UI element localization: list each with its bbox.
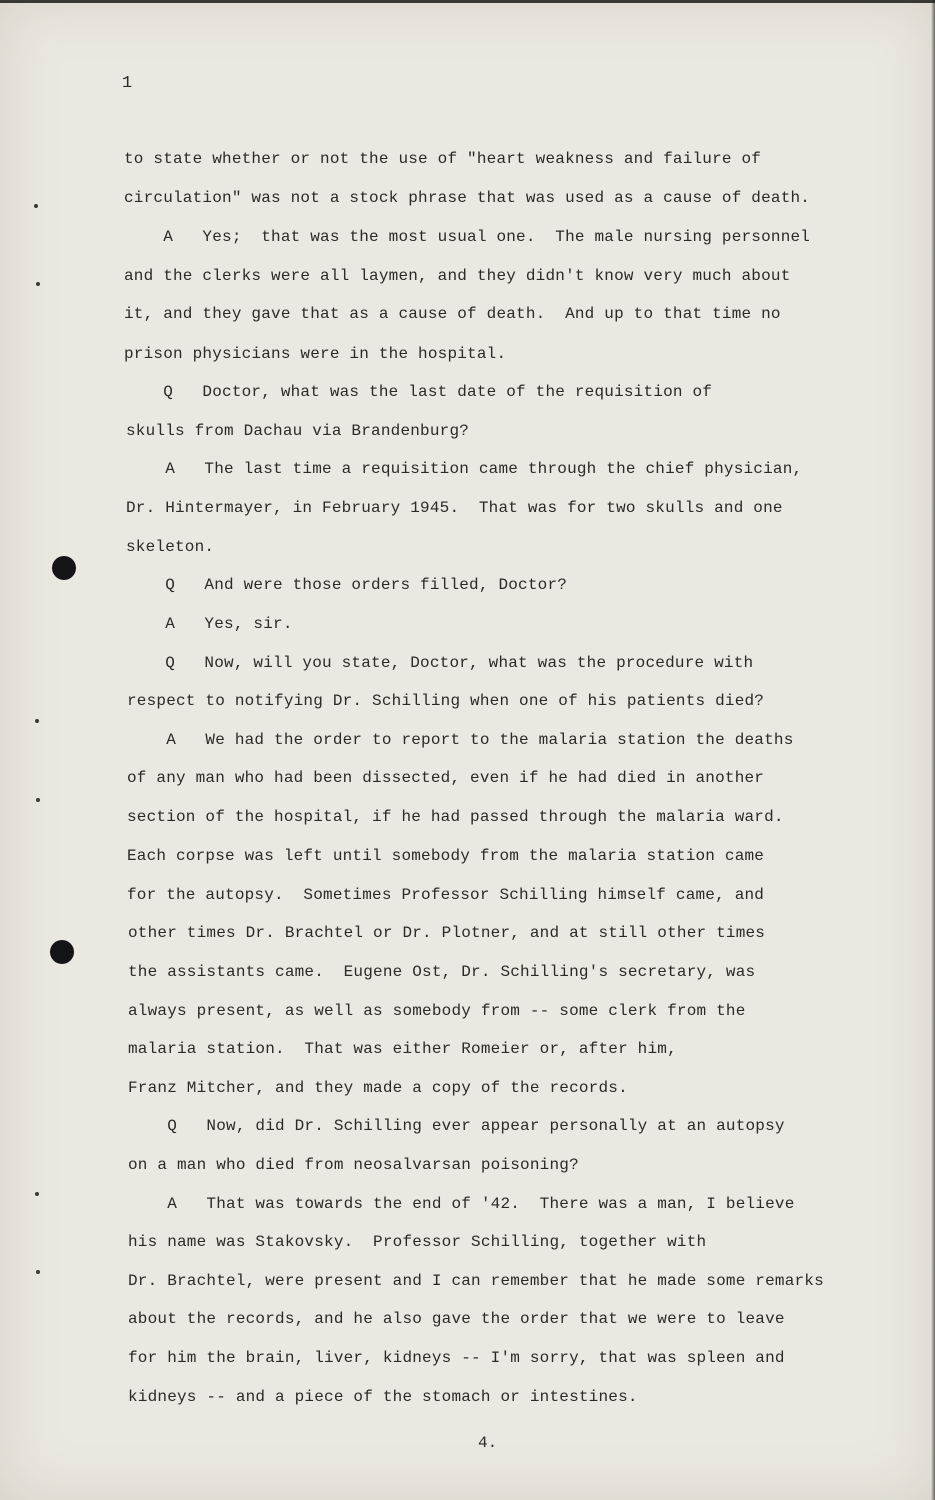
page-top-edge <box>0 0 935 3</box>
text-line: A That was towards the end of '42. There was a man, I believe <box>128 1195 795 1213</box>
page-right-edge <box>931 0 935 1500</box>
text-line: Franz Mitcher, and they made a copy of the records. <box>128 1079 628 1097</box>
margin-mark <box>35 719 39 723</box>
text-line: Dr. Brachtel, were present and I can remember that he made some remarks <box>128 1272 824 1290</box>
text-line: it, and they gave that as a cause of death. And up to that time no <box>124 305 781 323</box>
punch-hole-upper <box>52 556 76 580</box>
text-line: of any man who had been dissected, even if he had died in another <box>127 769 765 787</box>
text-line: respect to notifying Dr. Schilling when one of his patients died? <box>127 692 765 710</box>
text-line: malaria station. That was either Romeier or, after him, <box>128 1040 677 1058</box>
text-line: the assistants came. Eugene Ost, Dr. Schilling's secretary, was <box>128 963 756 981</box>
text-line: on a man who died from neosalvarsan poisoning? <box>128 1156 579 1174</box>
text-line: Q Now, did Dr. Schilling ever appear personally at an autopsy <box>128 1117 785 1135</box>
text-line: Q Doctor, what was the last date of the requisition of <box>124 383 713 401</box>
text-line: section of the hospital, if he had passed through the malaria ward. <box>127 808 784 826</box>
margin-mark <box>36 798 40 802</box>
text-line: for him the brain, liver, kidneys -- I'm sorry, that was spleen and <box>128 1349 785 1367</box>
text-line: for the autopsy. Sometimes Professor Schilling himself came, and <box>127 886 765 904</box>
text-line: and the clerks were all laymen, and they didn't know very much about <box>124 267 791 285</box>
text-line: A Yes, sir. <box>126 615 293 633</box>
text-line: Dr. Hintermayer, in February 1945. That was for two skulls and one <box>126 499 783 517</box>
punch-hole-lower <box>50 940 74 964</box>
text-line: Q And were those orders filled, Doctor? <box>126 576 568 594</box>
text-line: his name was Stakovsky. Professor Schilling, together with <box>128 1233 707 1251</box>
margin-mark <box>36 282 40 286</box>
page-number-bottom: 4. <box>478 1434 498 1452</box>
text-line: A The last time a requisition came through the chief physician, <box>126 460 803 478</box>
text-line: other times Dr. Brachtel or Dr. Plotner, and at still other times <box>128 924 766 942</box>
text-line: skeleton. <box>126 538 215 556</box>
text-line: circulation" was not a stock phrase that was used as a cause of death. <box>124 189 811 207</box>
margin-mark <box>34 204 38 208</box>
margin-mark <box>36 1270 40 1274</box>
text-line: Each corpse was left until somebody from the malaria station came <box>127 847 765 865</box>
page-number-top: 1 <box>122 74 133 93</box>
text-line: A We had the order to report to the malaria station the deaths <box>127 731 794 749</box>
text-line: to state whether or not the use of "heart weakness and failure of <box>124 150 762 168</box>
text-line: Q Now, will you state, Doctor, what was the procedure with <box>126 654 754 672</box>
margin-mark <box>35 1192 39 1196</box>
text-line: prison physicians were in the hospital. <box>124 345 507 363</box>
text-line: skulls from Dachau via Brandenburg? <box>126 422 470 440</box>
text-line: kidneys -- and a piece of the stomach or intestines. <box>128 1388 638 1406</box>
text-line: always present, as well as somebody from -- some clerk from the <box>128 1002 746 1020</box>
text-line: about the records, and he also gave the order that we were to leave <box>128 1310 785 1328</box>
text-line: A Yes; that was the most usual one. The male nursing personnel <box>124 228 811 246</box>
